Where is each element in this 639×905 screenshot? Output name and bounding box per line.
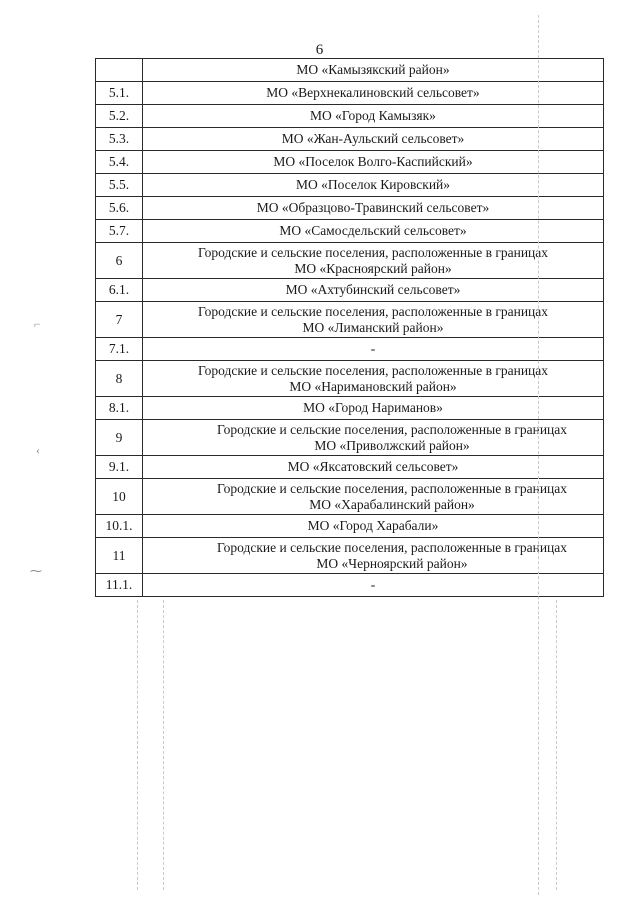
row-title-line: МО «Лиманский район» (302, 319, 444, 335)
scan-artifact-line (556, 600, 557, 890)
row-title-line: Городские и сельские поселения, расположенные в границах (216, 480, 568, 496)
scan-speck: ‹ (36, 443, 40, 457)
row-title: МО «Камызякский район» (143, 59, 604, 82)
settlements-table (95, 58, 604, 597)
row-number: 5.2. (96, 105, 143, 128)
row-number: 10.1. (96, 515, 143, 538)
row-title: МО «Ахтубинский сельсовет» (143, 279, 604, 302)
row-number: 9.1. (96, 456, 143, 479)
row-title-line: Городские и сельские поселения, расположенные в границах (216, 539, 568, 555)
table-row (96, 538, 604, 574)
scan-artifact-line (538, 15, 539, 895)
row-title: МО «Поселок Кировский» (143, 174, 604, 197)
row-title: МО «Самосдельский сельсовет» (143, 220, 604, 243)
table-row (96, 82, 604, 105)
row-title-line: МО «Красноярский район» (294, 260, 452, 276)
row-title-line: Городские и сельские поселения, расположенные в границах (216, 421, 568, 437)
row-number: 5.3. (96, 128, 143, 151)
table-row (96, 479, 604, 515)
table-row (96, 105, 604, 128)
table-row (96, 151, 604, 174)
row-number: 11 (96, 538, 143, 574)
row-number: 6.1. (96, 279, 143, 302)
row-number: 9 (96, 420, 143, 456)
row-title (143, 361, 604, 397)
row-title-line: Городские и сельские поселения, расположенные в границах (197, 244, 549, 260)
row-title-line: Городские и сельские поселения, расположенные в границах (197, 303, 549, 319)
row-title-line: МО «Наримановский район» (289, 378, 457, 394)
row-number: 7.1. (96, 338, 143, 361)
row-number: 10 (96, 479, 143, 515)
table-row (96, 456, 604, 479)
row-title: - (143, 574, 604, 597)
row-title-line: МО «Приволжский район» (314, 437, 470, 453)
row-title: - (143, 338, 604, 361)
table-row (96, 220, 604, 243)
row-title-line: МО «Черноярский район» (316, 555, 468, 571)
row-number: 11.1. (96, 574, 143, 597)
row-title: МО «Город Камызяк» (143, 105, 604, 128)
scan-speck: ⁓ (30, 564, 42, 578)
row-number: 5.5. (96, 174, 143, 197)
table-row (96, 174, 604, 197)
row-title (143, 243, 604, 279)
row-title: МО «Город Харабали» (143, 515, 604, 538)
table-row (96, 420, 604, 456)
row-number: 7 (96, 302, 143, 338)
row-number (96, 59, 143, 82)
table-row (96, 574, 604, 597)
row-number: 5.7. (96, 220, 143, 243)
scan-artifact-line (137, 600, 138, 890)
page-number: 6 (315, 42, 324, 58)
table-row (96, 338, 604, 361)
row-title: МО «Город Нариманов» (143, 397, 604, 420)
row-number: 5.6. (96, 197, 143, 220)
row-title (143, 420, 604, 456)
row-number: 5.1. (96, 82, 143, 105)
table-row (96, 279, 604, 302)
row-title: МО «Жан-Аульский сельсовет» (143, 128, 604, 151)
table-row (96, 243, 604, 279)
row-title: МО «Образцово-Травинский сельсовет» (143, 197, 604, 220)
row-number: 8 (96, 361, 143, 397)
row-number: 8.1. (96, 397, 143, 420)
table-row (96, 361, 604, 397)
row-title-line: МО «Харабалинский район» (309, 496, 475, 512)
row-title-line: Городские и сельские поселения, расположенные в границах (197, 362, 549, 378)
row-number: 6 (96, 243, 143, 279)
scan-artifact-line (163, 600, 164, 890)
scan-speck: ⌐ (34, 317, 41, 331)
table-row (96, 128, 604, 151)
row-title: МО «Яксатовский сельсовет» (143, 456, 604, 479)
row-title (143, 302, 604, 338)
row-title: МО «Верхнекалиновский сельсовет» (143, 82, 604, 105)
row-number: 5.4. (96, 151, 143, 174)
row-title (143, 538, 604, 574)
row-title (143, 479, 604, 515)
table-row (96, 302, 604, 338)
table-row (96, 197, 604, 220)
table-row (96, 59, 604, 82)
table-row (96, 397, 604, 420)
row-title: МО «Поселок Волго-Каспийский» (143, 151, 604, 174)
table-row (96, 515, 604, 538)
